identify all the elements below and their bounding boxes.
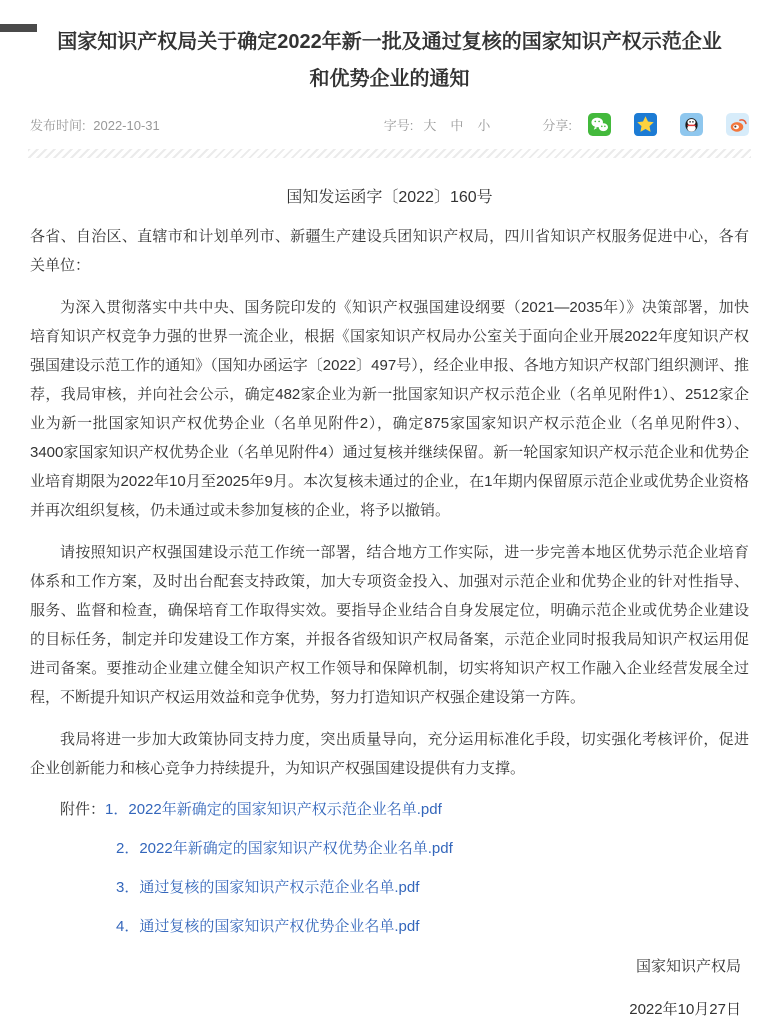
font-size-small-button[interactable]: 小 [477, 118, 491, 133]
hatched-divider [28, 149, 751, 158]
meta-tools [384, 113, 749, 136]
corner-fragment [0, 24, 37, 32]
body-paragraph-2: 请按照知识产权强国建设示范工作统一部署，结合地方工作实际，进一步完善本地区优势示范企业培育体系和工作方案，及时出台配套支持政策，加大专项资金投入、加强对示范企业和优势企业的针对性指导、服务、监督和检查，确保培育工作取得实效。要指导企业结合自身发展定位，明确示范企业或优势企业建设的目标任务，制定并印发建设工作方案，并报各省级知识产权局备案，示范企业同时报我局知识产权运用促进司备案。要推动企业建立健全知识产权工作领导和保障机制，切实将知识产权工作融入企业经营发展全过程，不断提升知识产权运用效益和竞争优势，努力打造知识产权强企建设第一方阵。 [30, 544, 749, 706]
issuing-authority: 国家知识产权局 [635, 958, 741, 975]
body-paragraph-1: 为深入贯彻落实中共中央、国务院印发的《知识产权强国建设纲要（2021—2035年）》决策部署，加快培育知识产权竞争力强的世界一流企业，根据《国家知识产权局办公室关于面向企业开展2022年度知识产权强国建设示范工作的通知》（国知办函运字〔2022〕497号），经企业申报、各地方知识产权部门组织测评、推荐，我局审核，并向社会公示，确定482家企业为新一批国家知识产权示范企业（名单见附件1）、2512家企业为新一批国家知识产权优势企业（名单见附件2），确定875家国家知识产权示范企业（名单见附件3）、3400家国家知识产权优势企业（名单见附件4）通过复核并继续保留。新一轮国家知识产权示范企业和优势企业培育期限为2022年10月至2025年9月。本次复核未通过的企业，在1年期内保留原示范企业或优势企业资格并再次组织复核，仍未通过或未参加复核的企业，将予以撤销。 [30, 299, 749, 519]
publish-time [30, 115, 164, 134]
attachment-link-2[interactable]: 2．2022年新确定的国家知识产权优势企业名单.pdf [116, 840, 453, 857]
qzone-share-icon[interactable] [634, 113, 657, 136]
font-size-label: 字号: [383, 118, 414, 133]
issue-date: 2022年10月27日 [629, 1001, 741, 1018]
signature-block [0, 955, 779, 1019]
article-body [0, 222, 779, 938]
article-title-line-1: 国家知识产权局关于确定2022年新一批及通过复核的国家知识产权示范企业 [57, 31, 722, 53]
meta-row [30, 113, 749, 136]
qq-share-icon[interactable] [680, 113, 703, 136]
publish-time-label: 发布时间: [30, 118, 86, 133]
attachment-link-3[interactable]: 3．通过复核的国家知识产权示范企业名单.pdf [116, 879, 420, 896]
attachments-label: 附件： [60, 801, 106, 818]
article-title [38, 24, 741, 98]
salutation: 各省、自治区、直辖市和计划单列市、新疆生产建设兵团知识产权局，四川省知识产权服务促进中心，各有关单位： [30, 228, 749, 274]
document-number: 国知发运函字〔2022〕160号 [286, 189, 493, 206]
attachments-list [60, 799, 749, 938]
font-size-large-button[interactable]: 大 [423, 118, 437, 133]
attachment-link-1[interactable]: 1．2022年新确定的国家知识产权示范企业名单.pdf [105, 801, 442, 818]
font-size-medium-button[interactable]: 中 [450, 118, 464, 133]
weibo-share-icon[interactable] [726, 113, 749, 136]
share-label: 分享: [542, 118, 572, 133]
wechat-share-icon[interactable] [588, 113, 611, 136]
attachment-row [60, 916, 749, 938]
attachment-row [60, 799, 749, 821]
attachment-row [60, 877, 749, 899]
body-paragraph-3: 我局将进一步加大政策协同支持力度，突出质量导向，充分运用标准化手段，切实强化考核评价，促进企业创新能力和核心竞争力持续提升，为知识产权强国建设提供有力支撑。 [30, 731, 749, 777]
publish-time-value: 2022-10-31 [93, 118, 160, 133]
attachment-link-4[interactable]: 4．通过复核的国家知识产权优势企业名单.pdf [116, 918, 420, 935]
attachment-row [60, 838, 749, 860]
article-title-line-2: 和优势企业的通知 [309, 68, 470, 90]
